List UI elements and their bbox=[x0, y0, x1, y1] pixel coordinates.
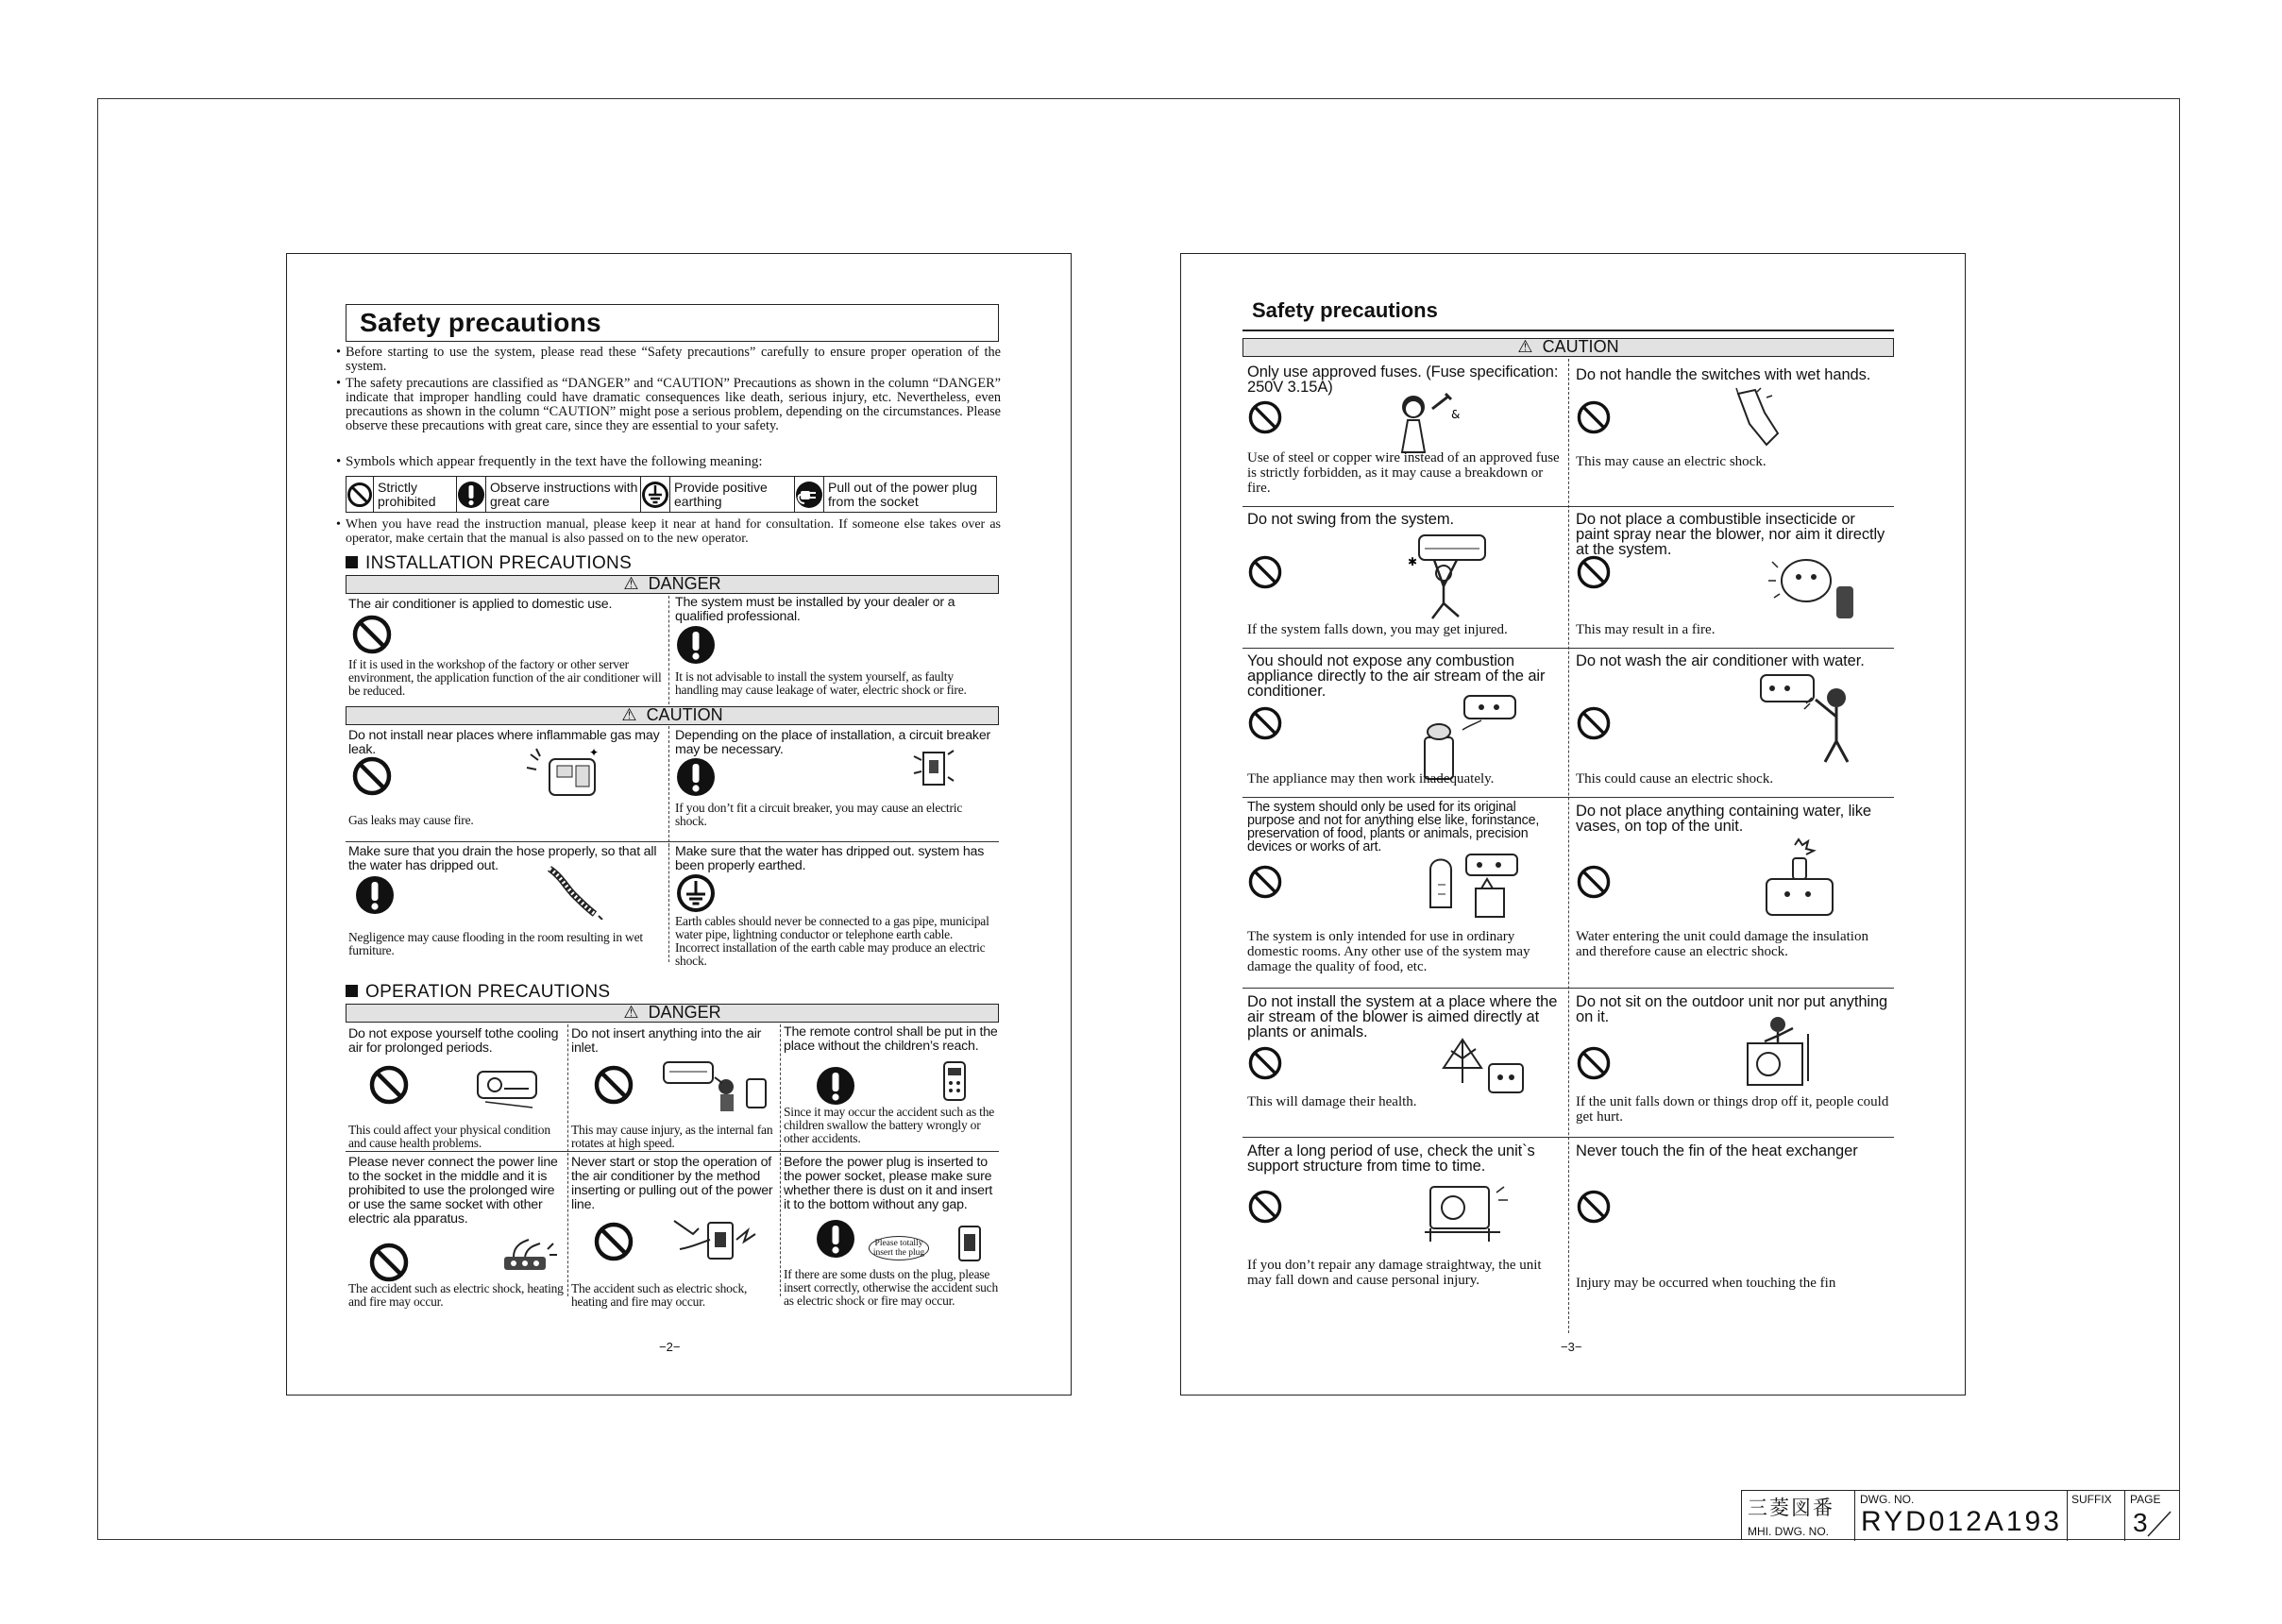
cell-heading: Do not place a combustible insecticide or paint spray near the blower, nor aim it directly at the system. bbox=[1576, 511, 1885, 558]
intro-paragraph: • The safety precautions are classified as “DANGER” and “CAUTION” Precautions as shown in the column “DANGER” indicate that improper handling could have dramatic consequences like death, serious injury, etc. Nevertheless, even precautions as shown in the column “CAUTION” might pose a serious problem, depending on the circumstances. Please observe these precautions with great care, since they are essential to your safety. bbox=[336, 376, 1001, 433]
prohibited-icon bbox=[1247, 554, 1283, 590]
cell-heading: Do not place anything containing water, like vases, on top of the unit. bbox=[1576, 803, 1871, 835]
plant-in-airflow-illustration bbox=[1434, 1026, 1529, 1102]
row-divider bbox=[346, 1151, 999, 1152]
symbol-unplug: Pull out of the power plug from the socket bbox=[795, 477, 996, 512]
symbol-exclamation: Observe instructions with great care bbox=[457, 477, 641, 512]
cell-body: This will damage their health. bbox=[1247, 1094, 1417, 1109]
earthing-icon bbox=[641, 481, 669, 509]
symbol-prohibited: Strictly prohibited bbox=[347, 477, 457, 512]
dwg-number-cell: DWG. NO. RYD012A193 bbox=[1855, 1491, 2068, 1541]
title-underline bbox=[1242, 330, 1894, 331]
cell-body: The accident such as electric shock, heating and fire may occur. bbox=[348, 1281, 564, 1309]
cell-body: Gas leaks may cause fire. bbox=[348, 813, 474, 827]
cell-heading: The remote control shall be put in the place without the children’s reach. bbox=[784, 1024, 998, 1054]
cell-body: This may cause injury, as the internal fan rotates at high speed. bbox=[571, 1123, 773, 1150]
prohibited-icon bbox=[347, 482, 373, 508]
cell-body: The accident such as electric shock, heating and fire may occur. bbox=[571, 1281, 748, 1309]
intro-paragraph: • Before starting to use the system, please read these “Safety precautions” carefully to ensure proper operation of the system. bbox=[336, 345, 1001, 374]
operation-heading: OPERATION PRECAUTIONS bbox=[346, 983, 610, 1002]
cell-heading: Do not expose yourself tothe cooling air for prolonged periods. bbox=[348, 1026, 559, 1056]
wall-socket-illustration bbox=[954, 1223, 988, 1266]
cell-heading: The air conditioner is applied to domestic use. bbox=[348, 597, 613, 612]
column-divider bbox=[668, 596, 669, 704]
svg-text:✦: ✦ bbox=[589, 746, 600, 759]
dwg-number: RYD012A193 bbox=[1861, 1506, 2062, 1537]
spray-can-illustration bbox=[1766, 552, 1870, 628]
intro-paragraph: • Symbols which appear frequently in the text have the following meaning: bbox=[336, 454, 763, 469]
row-divider bbox=[1242, 506, 1894, 507]
washing-ac-illustration bbox=[1755, 669, 1868, 764]
cell-body: Earth cables should never be connected to a gas pipe, municipal water pipe, lightning conductor or telephone earth cable. Incorrect installation of the earth cable may produce an electric shock. bbox=[675, 914, 989, 968]
row-divider bbox=[1242, 648, 1894, 649]
cell-heading: Do not handle the switches with wet hands. bbox=[1576, 366, 1871, 383]
cell-heading: Do not install the system at a place where the air stream of the blower is aimed directly at plants or animals. bbox=[1247, 993, 1558, 1040]
cell-body: The appliance may then work inadequately. bbox=[1247, 771, 1495, 787]
prohibited-icon bbox=[1576, 554, 1612, 590]
earthing-icon bbox=[676, 873, 716, 913]
column-divider bbox=[567, 1024, 568, 1152]
wet-hand-illustration bbox=[1729, 386, 1785, 448]
page-title: Safety precautions bbox=[346, 304, 999, 342]
row-divider bbox=[1242, 988, 1894, 989]
column-divider bbox=[668, 726, 669, 847]
cell-heading: Before the power plug is inserted to the power socket, please make sure whether there is dust on it and insert it to the bottom without any gap. bbox=[784, 1155, 993, 1212]
column-divider bbox=[668, 843, 669, 962]
cell-heading: Do not insert anything into the air inlet. bbox=[571, 1026, 762, 1056]
cell-body: The system is only intended for use in ordinary domestic rooms. Any other use of the system may damage the quality of food, etc. bbox=[1247, 929, 1530, 974]
person-with-tools-illustration bbox=[1391, 390, 1466, 454]
prohibited-icon bbox=[1247, 1189, 1283, 1225]
cell-heading: Depending on the place of installation, a circuit breaker may be necessary. bbox=[675, 728, 991, 757]
prohibited-icon bbox=[1576, 1045, 1612, 1081]
cell-body: This may result in a fire. bbox=[1576, 622, 1716, 637]
cell-heading: Do not install near places where inflammable gas may leak. bbox=[348, 728, 660, 757]
page-cell: PAGE 3 bbox=[2125, 1491, 2181, 1541]
cell-heading: Never touch the fin of the heat exchanger bbox=[1576, 1142, 1858, 1159]
circuit-breaker-illustration bbox=[910, 745, 957, 792]
cell-body: Since it may occur the accident such as the children swallow the battery wrongly or other accidents. bbox=[784, 1105, 995, 1145]
column-divider bbox=[1568, 359, 1569, 1333]
person-sleeping-illustration bbox=[466, 1064, 551, 1111]
cell-body: If there are some dusts on the plug, please insert correctly, otherwise the accident such as electric shock or fire may occur. bbox=[784, 1267, 999, 1308]
cell-heading: Never start or stop the operation of the air conditioner by the method inserting or pulling out of the power line. bbox=[571, 1155, 773, 1212]
unit-support-check-illustration bbox=[1417, 1179, 1512, 1245]
cell-body: If the system falls down, you may get injured. bbox=[1247, 622, 1508, 637]
cell-heading: Only use approved fuses. (Fuse specification: 250V 3.15A) bbox=[1247, 364, 1559, 396]
exclamation-icon bbox=[676, 757, 716, 797]
cell-heading: The system must be installed by your dealer or a qualified professional. bbox=[675, 595, 955, 624]
cell-body: This could affect your physical condition and cause health problems. bbox=[348, 1123, 550, 1150]
person-swinging-illustration bbox=[1406, 528, 1500, 622]
exclamation-icon bbox=[355, 875, 395, 915]
prohibited-icon bbox=[1247, 864, 1283, 900]
danger-band: ⚠ DANGER bbox=[346, 1004, 999, 1023]
right-page bbox=[1180, 253, 1966, 1396]
installation-heading: INSTALLATION PRECAUTIONS bbox=[346, 554, 632, 573]
page-number: −2− bbox=[659, 1340, 681, 1354]
prohibited-icon bbox=[1576, 705, 1612, 741]
cell-heading: Do not wash the air conditioner with water. bbox=[1576, 652, 1865, 669]
cell-heading: You should not expose any combustion appliance directly to the air stream of the air conditioner. bbox=[1247, 652, 1546, 700]
food-and-plants-illustration bbox=[1419, 851, 1523, 921]
vase-on-unit-illustration bbox=[1759, 836, 1844, 921]
left-page bbox=[286, 253, 1072, 1396]
cell-body: If you don’t repair any damage straightway, the unit may fall down and cause personal injury. bbox=[1247, 1258, 1542, 1288]
cell-heading: The system should only be used for its original purpose and not for anything else like, forinstance, preservation of food, plants or animals, precision devices or works of art. bbox=[1247, 800, 1540, 854]
pulling-plug-illustration bbox=[670, 1211, 765, 1268]
multi-socket-illustration bbox=[495, 1236, 561, 1278]
page-number: −3− bbox=[1561, 1340, 1582, 1354]
cell-body: This may cause an electric shock. bbox=[1576, 454, 1766, 469]
prohibited-icon bbox=[1576, 399, 1612, 435]
exclamation-icon bbox=[457, 481, 485, 509]
keep-manual-note: • When you have read the instruction manual, please keep it near at hand for consultation. If someone else takes over as operator, make certain that the manual is also passed on to the new operator. bbox=[336, 517, 1001, 546]
cell-body: If it is used in the workshop of the factory or other server environment, the application function of the air conditioner will be reduced. bbox=[348, 657, 662, 698]
child-inserting-illustration bbox=[660, 1058, 771, 1119]
caution-band: ⚠ CAUTION bbox=[1242, 338, 1894, 357]
caution-band: ⚠ CAUTION bbox=[346, 706, 999, 725]
unplug-icon bbox=[795, 481, 823, 509]
svg-text:✱: ✱ bbox=[1408, 555, 1418, 568]
person-on-outdoor-unit-illustration bbox=[1736, 1015, 1821, 1091]
cell-body: This could cause an electric shock. bbox=[1576, 771, 1774, 787]
page-title: Safety precautions bbox=[1252, 298, 1438, 322]
cell-heading: Do not sit on the outdoor unit nor put anything on it. bbox=[1576, 993, 1888, 1025]
cell-heading: Please never connect the power line to the socket in the middle and it is prohibited to use the prolonged wire or use the same socket with other electric ala pparatus. bbox=[348, 1155, 558, 1226]
cell-body: Water entering the unit could damage the insulation and therefore cause an electric shock. bbox=[1576, 929, 1868, 959]
prohibited-icon bbox=[593, 1221, 634, 1262]
prohibited-icon bbox=[1576, 864, 1612, 900]
cell-heading: Make sure that you drain the hose properly, so that all the water has dripped out. bbox=[348, 844, 657, 873]
column-divider bbox=[780, 1153, 781, 1296]
drain-hose-illustration bbox=[542, 863, 608, 920]
exclamation-icon bbox=[816, 1219, 855, 1259]
remote-control-illustration bbox=[937, 1058, 974, 1108]
column-divider bbox=[780, 1024, 781, 1152]
cell-body: Injury may be occurred when touching the fin bbox=[1576, 1276, 1836, 1291]
gas-leak-illustration bbox=[523, 745, 617, 802]
prohibited-icon bbox=[351, 614, 393, 655]
row-divider bbox=[1242, 797, 1894, 798]
speech-bubble: Please totally insert the plug bbox=[869, 1236, 929, 1260]
exclamation-icon bbox=[816, 1066, 855, 1106]
cell-body: If the unit falls down or things drop off it, people could get hurt. bbox=[1576, 1094, 1889, 1125]
prohibited-icon bbox=[1247, 1045, 1283, 1081]
prohibited-icon bbox=[593, 1064, 634, 1106]
heater-near-ac-illustration bbox=[1406, 692, 1519, 783]
exclamation-icon bbox=[676, 625, 716, 665]
cell-body: It is not advisable to install the system yourself, as faulty handling may cause leakage of water, electric shock or fire. bbox=[675, 669, 967, 697]
slash-mark bbox=[2144, 1508, 2174, 1538]
cell-heading: Make sure that the water has dripped out. system has been properly earthed. bbox=[675, 844, 985, 873]
symbol-earthing: Provide positive earthing bbox=[641, 477, 795, 512]
cell-body: If you don’t fit a circuit breaker, you may cause an electric shock. bbox=[675, 801, 963, 828]
cell-body: Negligence may cause flooding in the room resulting in wet furniture. bbox=[348, 930, 643, 957]
danger-band: ⚠ DANGER bbox=[346, 575, 999, 594]
page-value: 3 bbox=[2133, 1508, 2148, 1537]
cell-body: Use of steel or copper wire instead of an approved fuse is strictly forbidden, as it may cause a breakdown or fire. bbox=[1247, 450, 1560, 496]
cell-heading: After a long period of use, check the unit`s support structure from time to time. bbox=[1247, 1142, 1535, 1175]
row-divider bbox=[346, 841, 999, 842]
column-divider bbox=[567, 1153, 568, 1296]
prohibited-icon bbox=[368, 1064, 410, 1106]
row-divider bbox=[1242, 1137, 1894, 1138]
prohibited-icon bbox=[1247, 705, 1283, 741]
drawing-title-block bbox=[1741, 1490, 2180, 1540]
prohibited-icon bbox=[368, 1242, 410, 1283]
suffix-cell: SUFFIX bbox=[2068, 1491, 2125, 1541]
svg-text:&: & bbox=[1451, 408, 1461, 421]
prohibited-icon bbox=[1576, 1189, 1612, 1225]
prohibited-icon bbox=[1247, 399, 1283, 435]
symbol-legend bbox=[346, 476, 997, 513]
mhi-dwg-cell: 三菱図番 MHI. DWG. NO. bbox=[1742, 1491, 1855, 1541]
prohibited-icon bbox=[351, 755, 393, 797]
cell-heading: Do not swing from the system. bbox=[1247, 511, 1455, 528]
